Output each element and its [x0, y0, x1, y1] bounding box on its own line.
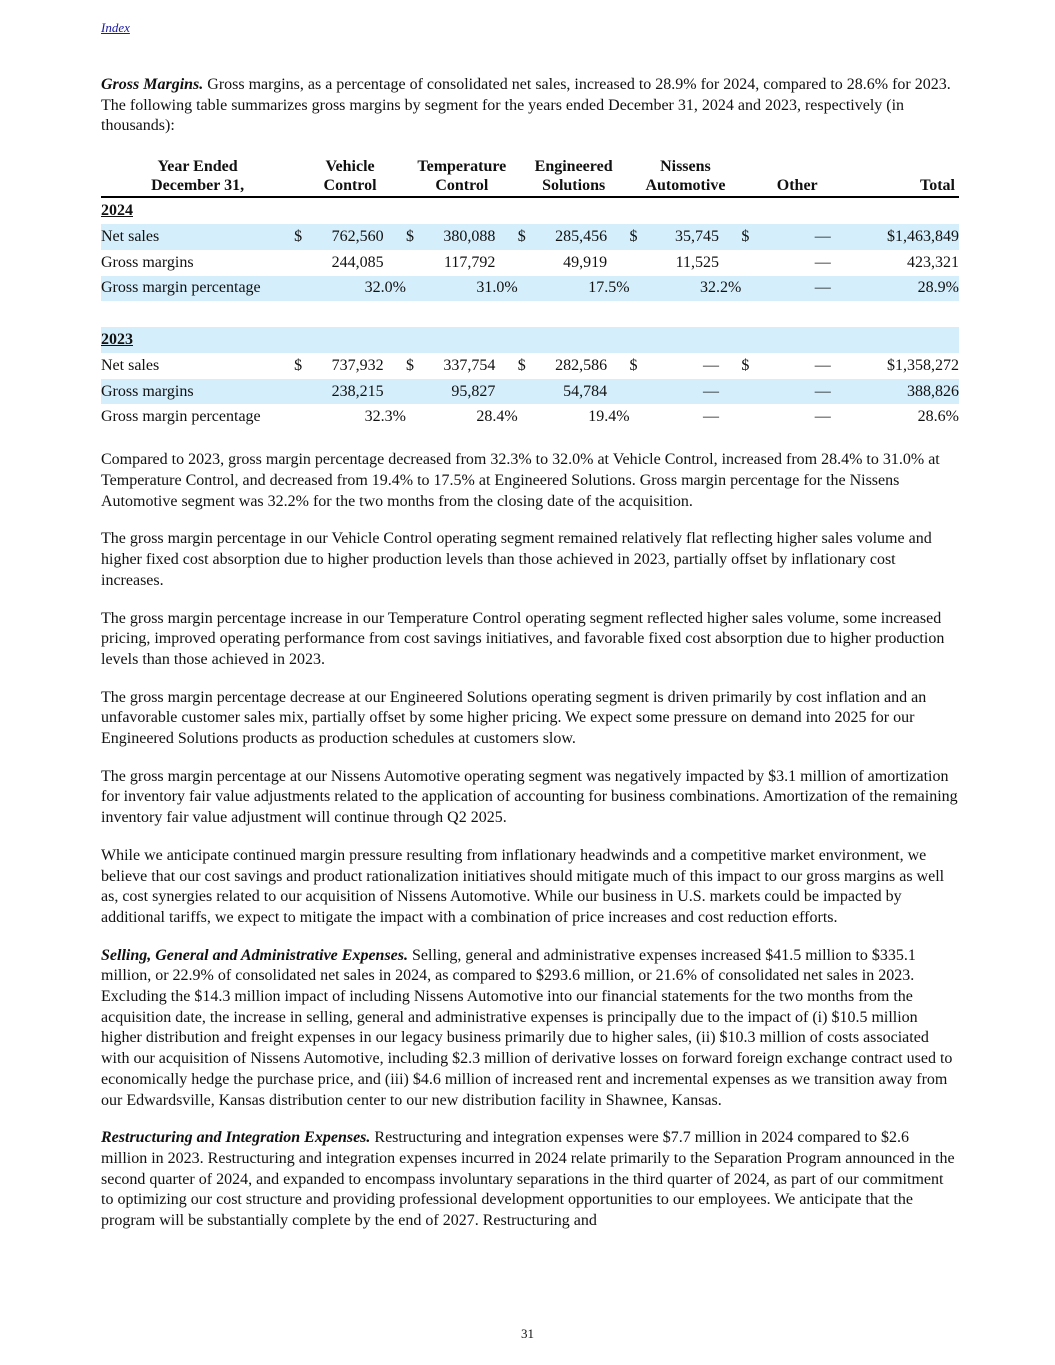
cell-total: 28.6%	[917, 408, 959, 426]
cell-total: 388,826	[853, 379, 959, 405]
currency-symbol: $	[294, 356, 303, 374]
year-label: 2023	[101, 327, 959, 353]
currency-symbol: $	[406, 224, 420, 250]
cell-nissens-automotive: —	[702, 408, 719, 426]
currency-symbol: $	[741, 224, 755, 250]
cell-total: $1,358,272	[887, 356, 959, 374]
gross-margins-intro	[101, 75, 959, 137]
cell-vehicle-control: 32.0%	[308, 276, 406, 302]
sga-text: Selling, general and administrative expenses increased $41.5 million to $335.1 million, or 22.9% of consolidated net sales in 2024, as compared to $293.6 million, or 21.6% of consolidated net sales in 2023. Excluding the $14.3 million impact of including Nissens Automotive into our financial statements for the two months from the acquisition date, the increase in selling, general and administrative expenses is principally due to the impact of (i) $10.5 million higher distribution and freight expenses in our legacy business primarily due to higher sales, (ii) $10.3 million of costs associated with our acquisition of Nissens Automotive, including $2.3 million of derivative losses on forward foreign exchange contract used to economically hedge the purchase price, and (iii) $4.6 million of increased rent and incremental expenses as we transition away from our Edwardsville, Kansas distribution center to our new distribution facility in Shawnee, Kansas.	[101, 946, 953, 1109]
currency-symbol: $	[518, 224, 532, 250]
gross-margins-intro-text: Gross margins, as a percentage of consolidated net sales, increased to 28.9% for 2024, compared to 28.6% for 2023. The following table summarizes gross margins by segment for the years ended December 31, 2024 and 2023, respectively (in thousands):	[101, 76, 951, 135]
cell-total: $1,463,849	[853, 224, 959, 250]
cell-other: —	[814, 356, 831, 374]
header-total: Total	[853, 157, 959, 197]
currency-symbol: $	[294, 224, 308, 250]
table-row	[101, 404, 959, 430]
paragraph-vehicle-control: The gross margin percentage in our Vehicle Control operating segment remained relatively flat reflecting higher sales volume and higher fixed cost absorption due to higher production levels than those achieved in 2023, partially offset by inflationary cost increases.	[101, 530, 932, 589]
header-other: Other	[741, 157, 853, 197]
cell-engineered-solutions: 17.5%	[532, 276, 630, 302]
table-row	[101, 224, 959, 250]
sga-heading: Selling, General and Administrative Expenses.	[101, 946, 408, 964]
table-row	[101, 353, 959, 379]
gross-margins-table	[101, 157, 959, 430]
cell-engineered-solutions: 49,919	[563, 253, 608, 271]
paragraph-nissens-automotive: The gross margin percentage at our Nissens Automotive operating segment was negatively impacted by $3.1 million of amortization for inventory fair value adjustments related to the application of accounting for business combinations. Amortization of the remaining inventory fair value adjustment will continue through Q2 2025.	[101, 767, 958, 827]
row-label: Net sales	[101, 224, 294, 250]
table-spacer-row	[101, 301, 959, 327]
header-nissens-automotive: Nissens Automotive	[630, 157, 742, 197]
cell-engineered-solutions: 285,456	[532, 224, 607, 250]
currency-symbol: $	[629, 356, 638, 374]
row-label: Net sales	[101, 356, 160, 374]
year-label: 2024	[101, 202, 133, 219]
paragraph-sga-expenses	[101, 946, 959, 1112]
cell-other: —	[756, 224, 831, 250]
paragraph-engineered-solutions: The gross margin percentage decrease at our Engineered Solutions operating segment is driven primarily by cost inflation and an unfavorable customer sales mix, partially offset by some higher pricing. We expect some pressure on demand into 2025 for our Engineered Solutions products as production schedules at customers slow.	[101, 688, 927, 748]
header-vehicle-control: Vehicle Control	[294, 157, 406, 197]
cell-engineered-solutions: 19.4%	[588, 408, 630, 426]
cell-temperature-control: 95,827	[420, 379, 495, 405]
cell-other: —	[814, 253, 831, 271]
year-row-2024	[101, 197, 959, 224]
cell-engineered-solutions: 282,586	[555, 356, 608, 374]
cell-vehicle-control: 244,085	[331, 253, 384, 271]
table-row	[101, 250, 959, 276]
page-content	[101, 75, 959, 1249]
paragraph-restructuring	[101, 1128, 959, 1232]
restructuring-heading: Restructuring and Integration Expenses.	[101, 1129, 371, 1147]
cell-temperature-control: 28.4%	[476, 408, 518, 426]
paragraph-temperature-control: The gross margin percentage increase in our Temperature Control operating segment reflected higher sales volume, some increased pricing, improved operating performance from cost savings initiatives, and favorable fixed cost absorption due to higher production levels than those achieved in 2023.	[101, 609, 945, 668]
cell-nissens-automotive: 11,525	[675, 253, 719, 271]
index-link[interactable]: Index	[101, 20, 130, 35]
restructuring-text: Restructuring and integration expenses were $7.7 million in 2024 compared to $2.6 million in 2023. Restructuring and integration expenses incurred in 2024 relate primarily to the Separation Program announced in the second quarter of 2024, and expanded to encompass involuntary separations in the third quarter of 2024, as part of our commitment to optimizing our cost structure and providing professional development opportunities to our employees. We anticipate that the program will be substantially complete by the end of 2027. Restructuring and	[101, 1129, 955, 1230]
cell-nissens-automotive: —	[702, 356, 719, 374]
cell-engineered-solutions: 54,784	[532, 379, 607, 405]
row-label: Gross margins	[101, 253, 194, 271]
cell-temperature-control: 337,754	[443, 356, 496, 374]
cell-nissens-automotive: 35,745	[644, 224, 719, 250]
table-header-row	[101, 157, 959, 197]
cell-nissens-automotive: 32.2%	[644, 276, 742, 302]
cell-other: —	[756, 276, 831, 302]
header-temperature-control: Temperature Control	[406, 157, 518, 197]
row-label: Gross margin percentage	[101, 276, 294, 302]
cell-vehicle-control: 238,215	[308, 379, 383, 405]
table-row	[101, 379, 959, 405]
cell-total: 28.9%	[853, 276, 959, 302]
header-year: Year Ended December 31,	[101, 157, 294, 197]
cell-vehicle-control: 737,932	[331, 356, 384, 374]
row-label: Gross margins	[101, 379, 294, 405]
cell-vehicle-control: 32.3%	[364, 408, 406, 426]
currency-symbol: $	[630, 224, 644, 250]
cell-other: —	[814, 408, 831, 426]
cell-nissens-automotive: —	[644, 379, 719, 405]
cell-temperature-control: 380,088	[420, 224, 495, 250]
currency-symbol: $	[517, 356, 526, 374]
row-label: Gross margin percentage	[101, 408, 261, 426]
gross-margins-heading: Gross Margins.	[101, 76, 204, 93]
currency-symbol: $	[405, 356, 414, 374]
page-number: 31	[521, 1326, 534, 1341]
paragraph-margin-outlook: While we anticipate continued margin pressure resulting from inflationary headwinds and a competitive market environment, we believe that our cost savings and product rationalization initiatives should mitigate much of this impact to our gross margins as well as, cost synergies related to our acquisition of Nissens Automotive. While our business in U.S. markets could be impacted by additional tariffs, we expect to mitigate the impact with a combination of price increases and cost reduction efforts.	[101, 846, 945, 926]
header-engineered-solutions: Engineered Solutions	[518, 157, 630, 197]
cell-temperature-control: 117,792	[443, 253, 496, 271]
cell-other: —	[756, 379, 831, 405]
cell-temperature-control: 31.0%	[420, 276, 518, 302]
cell-total: 423,321	[907, 253, 959, 271]
year-row-2023	[101, 327, 959, 353]
cell-vehicle-control: 762,560	[308, 224, 383, 250]
table-row	[101, 276, 959, 302]
paragraph-margin-comparison: Compared to 2023, gross margin percentage decreased from 32.3% to 32.0% at Vehicle Control, increased from 28.4% to 31.0% at Temperature Control, and decreased from 19.4% to 17.5% at Engineered Solutions. Gross margin percentage for the Nissens Automotive segment was 32.2% for the two months from the closing date of the acquisition.	[101, 451, 940, 510]
currency-symbol: $	[741, 356, 750, 374]
